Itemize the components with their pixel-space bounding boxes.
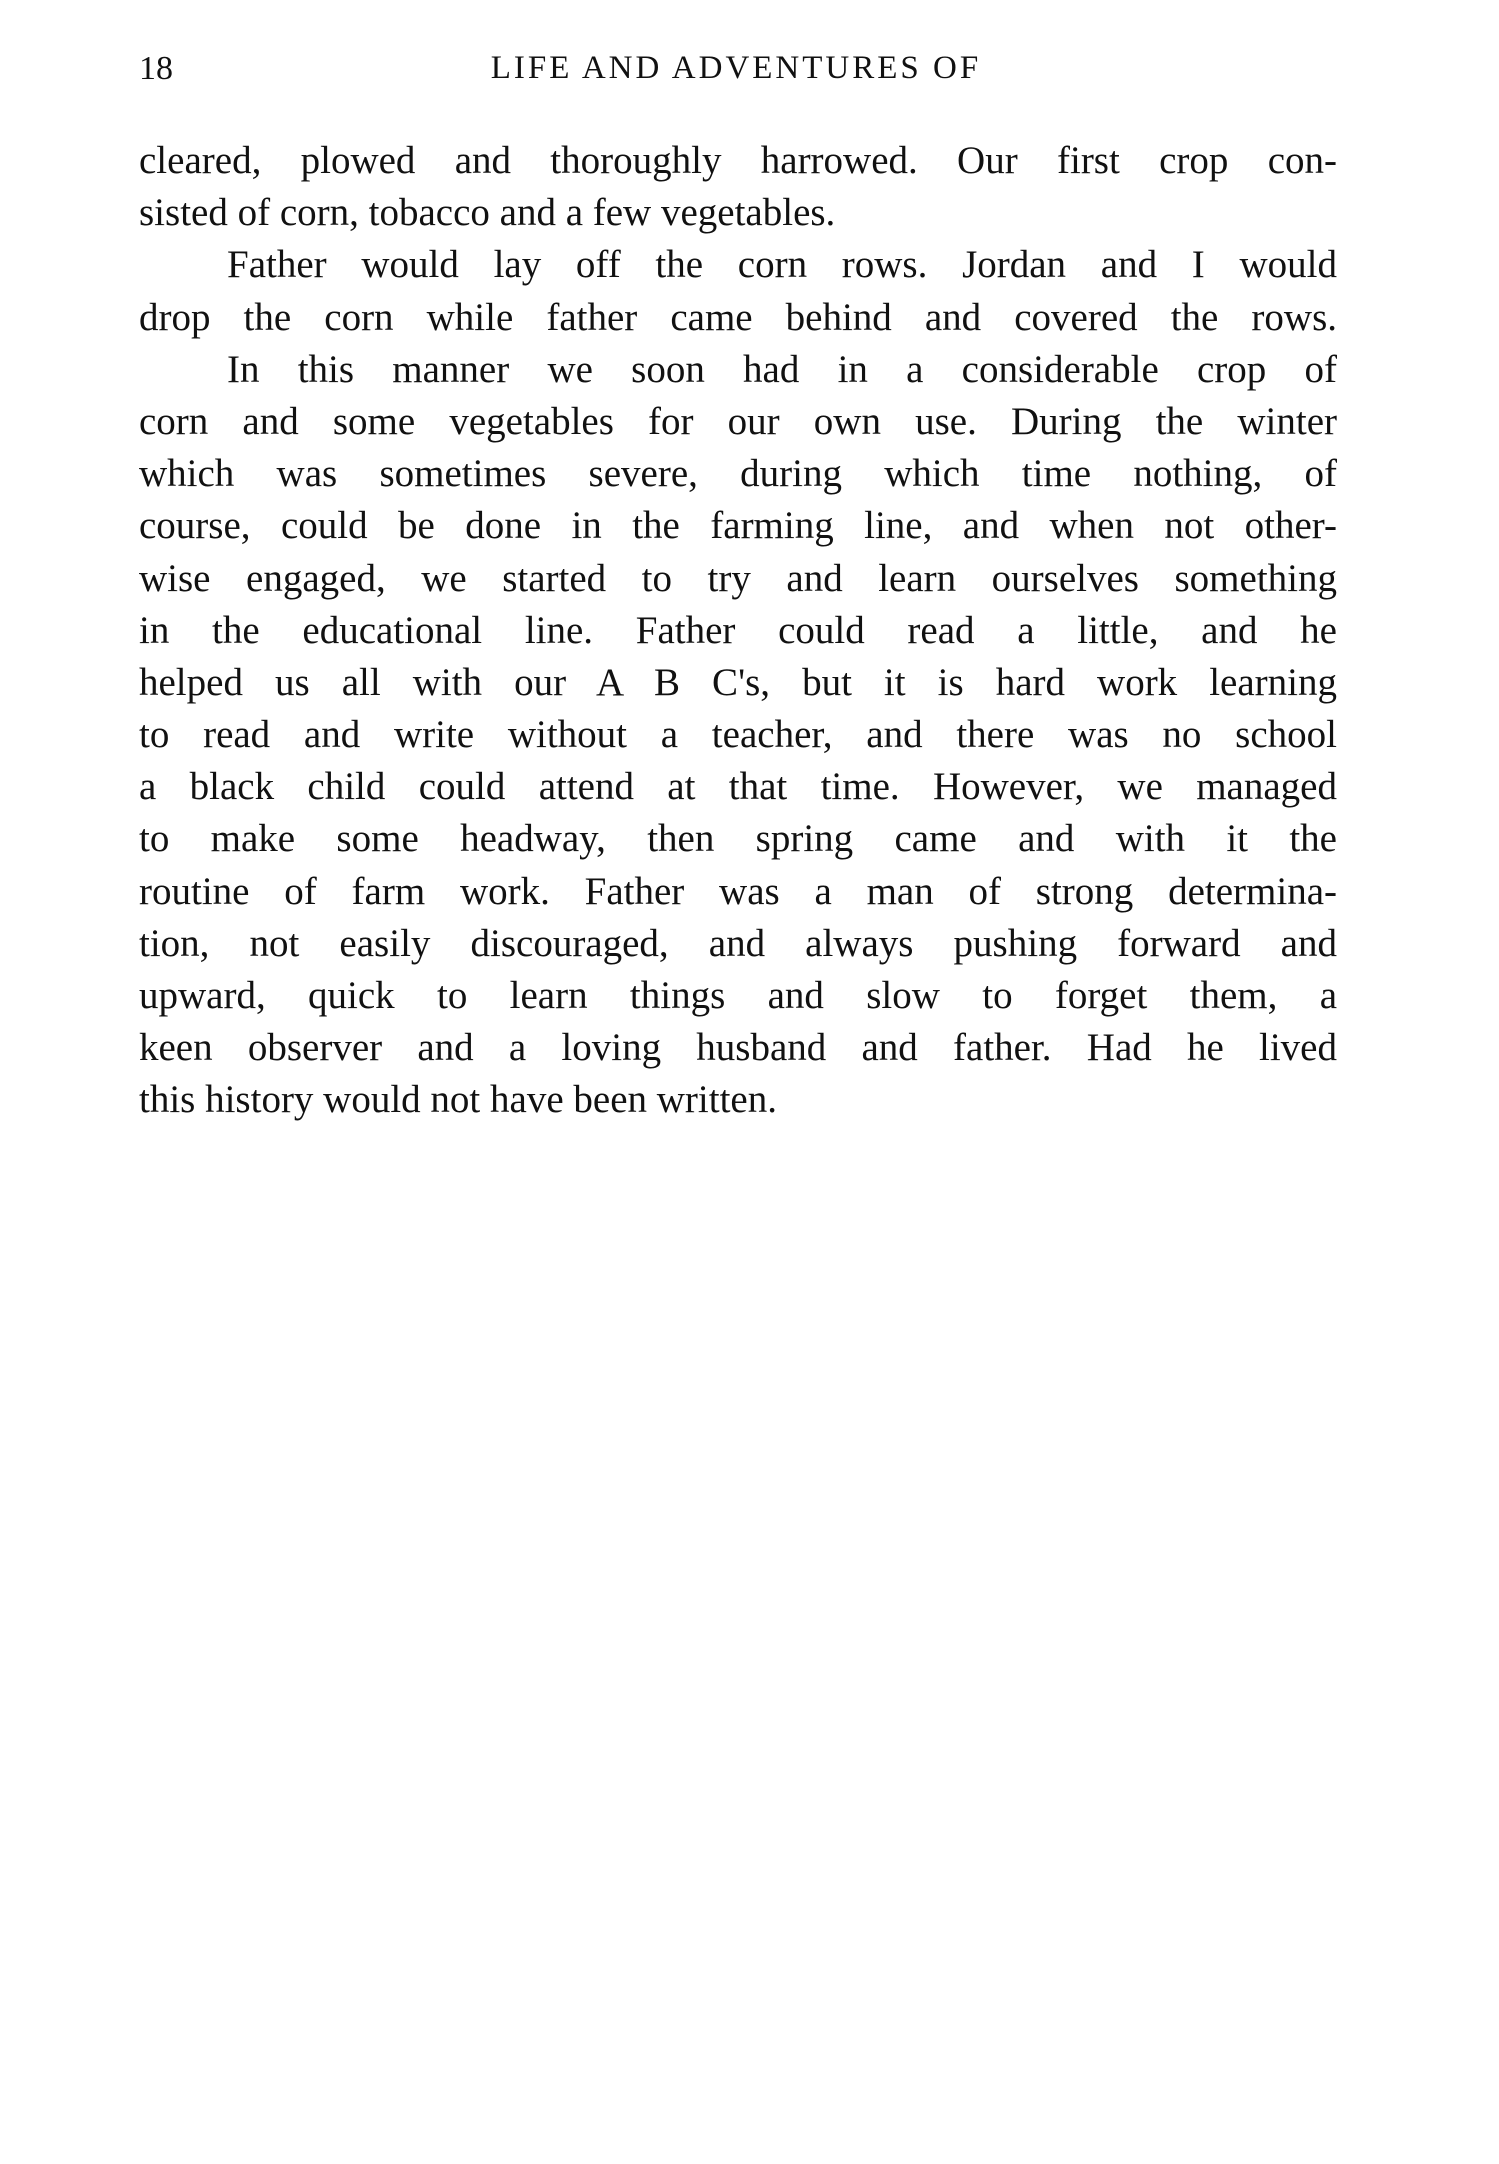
text-line: sisted of corn, tobacco and a few vegetables. xyxy=(139,191,836,235)
text-line: in the educational line. Father could read a little, and he xyxy=(139,608,1337,652)
text-line: In this manner we soon had in a considerable crop of xyxy=(227,347,1337,391)
text-line: helped us all with our A B C's, but it is hard work learning xyxy=(139,660,1337,704)
text-line: wise engaged, we started to try and learn ourselves something xyxy=(139,556,1337,600)
text-line: this history would not have been written. xyxy=(139,1078,777,1122)
text-line: routine of farm work. Father was a man of strong determina- xyxy=(139,869,1337,913)
text-line: keen observer and a loving husband and father. Had he lived xyxy=(139,1026,1337,1070)
text-line: to read and write without a teacher, and there was no school xyxy=(139,713,1337,757)
running-title: LIFE AND ADVENTURES OF xyxy=(490,50,982,86)
page-number: 18 xyxy=(139,50,173,87)
body-text xyxy=(139,135,1337,1127)
text-line: a black child could attend at that time. However, we managed xyxy=(139,765,1337,809)
text-line: corn and some vegetables for our own use. During the winter xyxy=(139,399,1337,443)
text-line: Father would lay off the corn rows. Jordan and I would xyxy=(227,243,1337,287)
text-line: to make some headway, then spring came and with it the xyxy=(139,817,1337,861)
page-header xyxy=(0,50,1499,100)
text-line: which was sometimes severe, during which time nothing, of xyxy=(139,452,1337,496)
text-line: cleared, plowed and thoroughly harrowed. Our first crop con- xyxy=(139,139,1337,182)
text-line: course, could be done in the farming line, and when not other- xyxy=(139,504,1337,548)
text-line: drop the corn while father came behind and covered the rows. xyxy=(139,295,1337,339)
text-line: tion, not easily discouraged, and always pushing forward and xyxy=(139,921,1337,965)
text-line: upward, quick to learn things and slow to forget them, a xyxy=(139,974,1337,1017)
